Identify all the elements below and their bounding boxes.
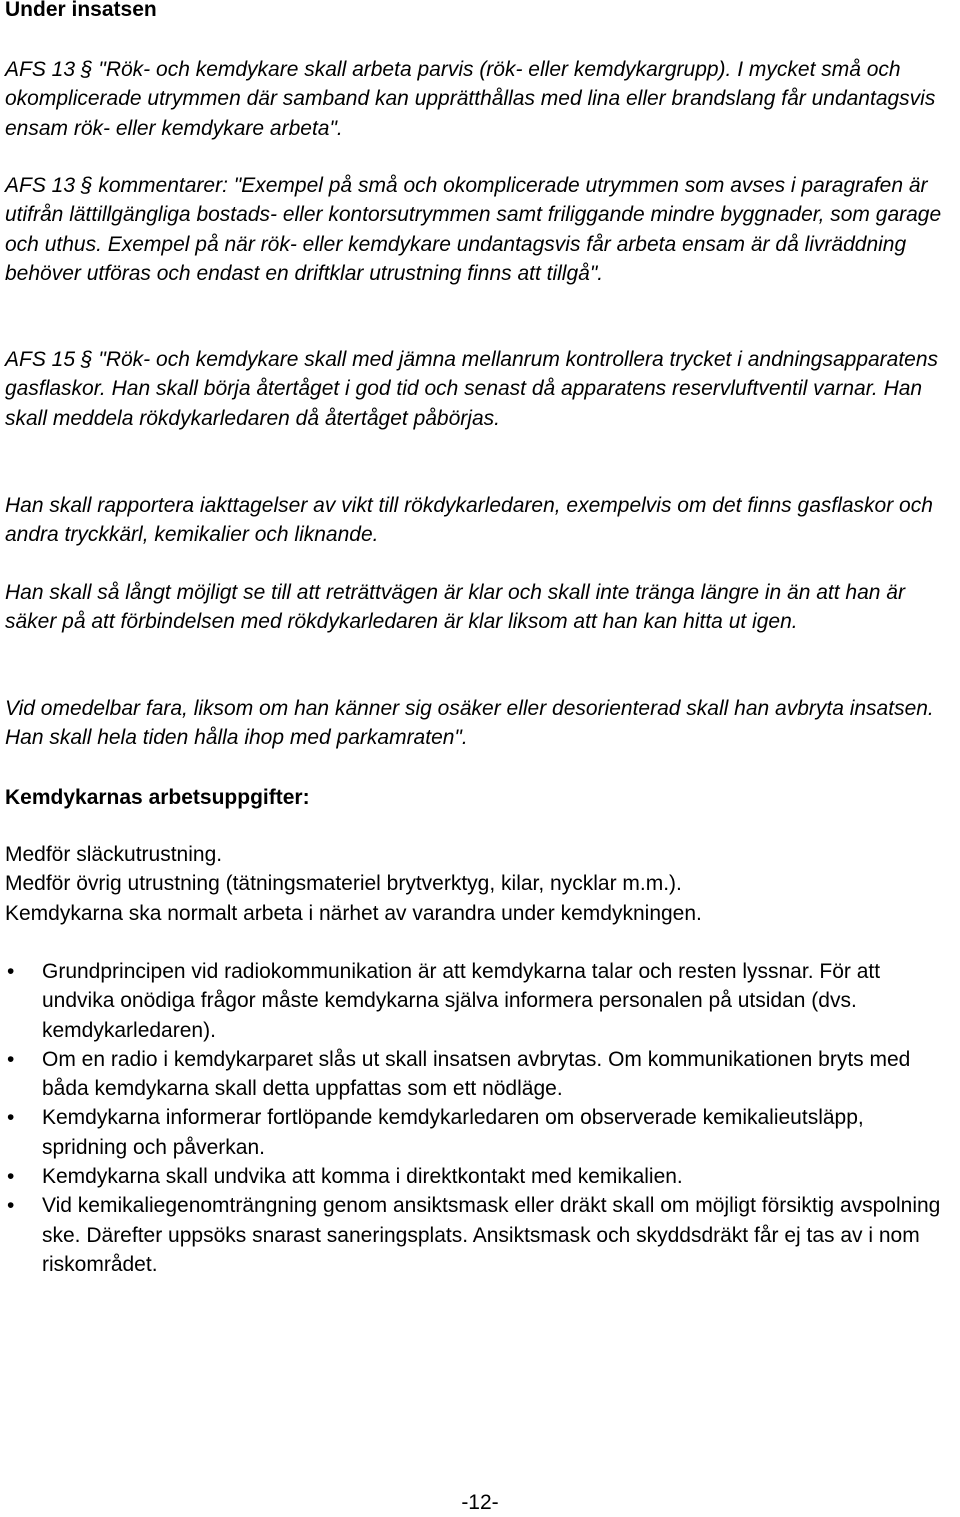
bullet-icon: • <box>7 1165 15 1189</box>
plain-line-narhet: Kemdykarna ska normalt arbeta i närhet av varandra under kemdykningen. <box>5 901 702 925</box>
page-number: -12- <box>461 1491 499 1514</box>
plain-lines <box>5 840 953 928</box>
list-item-text: Kemdykarna informerar fortlöpande kemdykarledaren om observerade kemikalieutsläpp, spridning och påverkan. <box>42 1106 864 1159</box>
bullet-icon: • <box>7 1106 15 1130</box>
list-item-text: Kemdykarna skall undvika att komma i direktkontakt med kemikalien. <box>42 1165 683 1189</box>
paragraph-rettrattvagen: Han skall så långt möjligt se till att reträttvägen är klar och skall inte tränga längre in än att han är säker på att förbindelsen med rökdykarledaren är klar liksom att han kan hitta ut igen. <box>5 581 905 634</box>
list-item-text: Om en radio i kemdykarparet slås ut skall insatsen avbrytas. Om kommunikationen bryts med båda kemdykarna skall detta uppfattas som ett nödläge. <box>42 1047 911 1101</box>
paragraph-afs13-kommentarer: AFS 13 § kommentarer: "Exempel på små och okomplicerade utrymmen som avses i paragrafen är utifrån lättillgängliga bostads- eller kontorsutrymmen samt friliggande mindre byggnader, som garage och uthus. Exempel på när rök- eller kemdykare undantagsvis får arbeta ensam är då livräddning behöver utföras och endast en driftklar utrustning finns att tillgå". <box>5 174 942 285</box>
list-item <box>5 957 953 1045</box>
plain-line-ovrig-utrustning: Medför övrig utrustning (tätningsmateriel brytverktyg, kilar, nycklar m.m.). <box>5 872 682 896</box>
list-item-text: Grundprincipen vid radiokommunikation är att kemdykarna talar och resten lyssnar. För att undvika onödiga frågor måste kemdykarna själva informera personalen på utsidan (dvs. kemdykarledaren). <box>42 960 881 1042</box>
paragraph-afs13: AFS 13 § "Rök- och kemdykare skall arbeta parvis (rök- eller kemdykargrupp). I mycket små och okomplicerade utrymmen där samband kan upprätthållas med lina eller brandslang får undantagsvis ensam rök- eller kemdykare arbeta". <box>5 58 936 140</box>
paragraph-omedelbar-fara: Vid omedelbar fara, liksom om han känner sig osäker eller desorienterad skall han avbryta insatsen. Han skall hela tiden hålla ihop med parkamraten". <box>5 697 934 750</box>
list-item-text: Vid kemikaliegenomträngning genom ansiktsmask eller dräkt skall om möjligt försiktig avspolning ske. Därefter uppsöks snarast saneringsplats. Ansiktsmask och skyddsdräkt får ej tas av i nom riskområdet. <box>42 1194 941 1276</box>
list-item <box>5 1162 953 1191</box>
bullet-icon: • <box>7 1194 15 1218</box>
paragraph-afs15: AFS 15 § "Rök- och kemdykare skall med jämna mellanrum kontrollera trycket i andningsapparatens gasflaskor. Han skall börja återtåget i god tid och senast då apparatens reservluftventil varnar. Han skall meddela rökdykarledaren då återtåget påbörjas. <box>5 348 939 430</box>
list-item <box>5 1191 953 1279</box>
section-heading-kemdykarnas-arbetsuppgifter: Kemdykarnas arbetsuppgifter: <box>5 786 310 809</box>
list-item <box>5 1045 953 1104</box>
paragraph-rapportera: Han skall rapportera iakttagelser av vikt till rökdykarledaren, exempelvis om det finns gasflaskor och andra tryckkärl, kemikalier och liknande. <box>5 494 933 547</box>
bullet-list <box>5 957 953 1279</box>
list-item <box>5 1103 953 1162</box>
plain-line-slackutrustning: Medför släckutrustning. <box>5 843 223 866</box>
bullet-icon: • <box>7 1047 15 1071</box>
bullet-icon: • <box>7 960 15 983</box>
section-heading-under-insatsen: Under insatsen <box>5 0 157 21</box>
